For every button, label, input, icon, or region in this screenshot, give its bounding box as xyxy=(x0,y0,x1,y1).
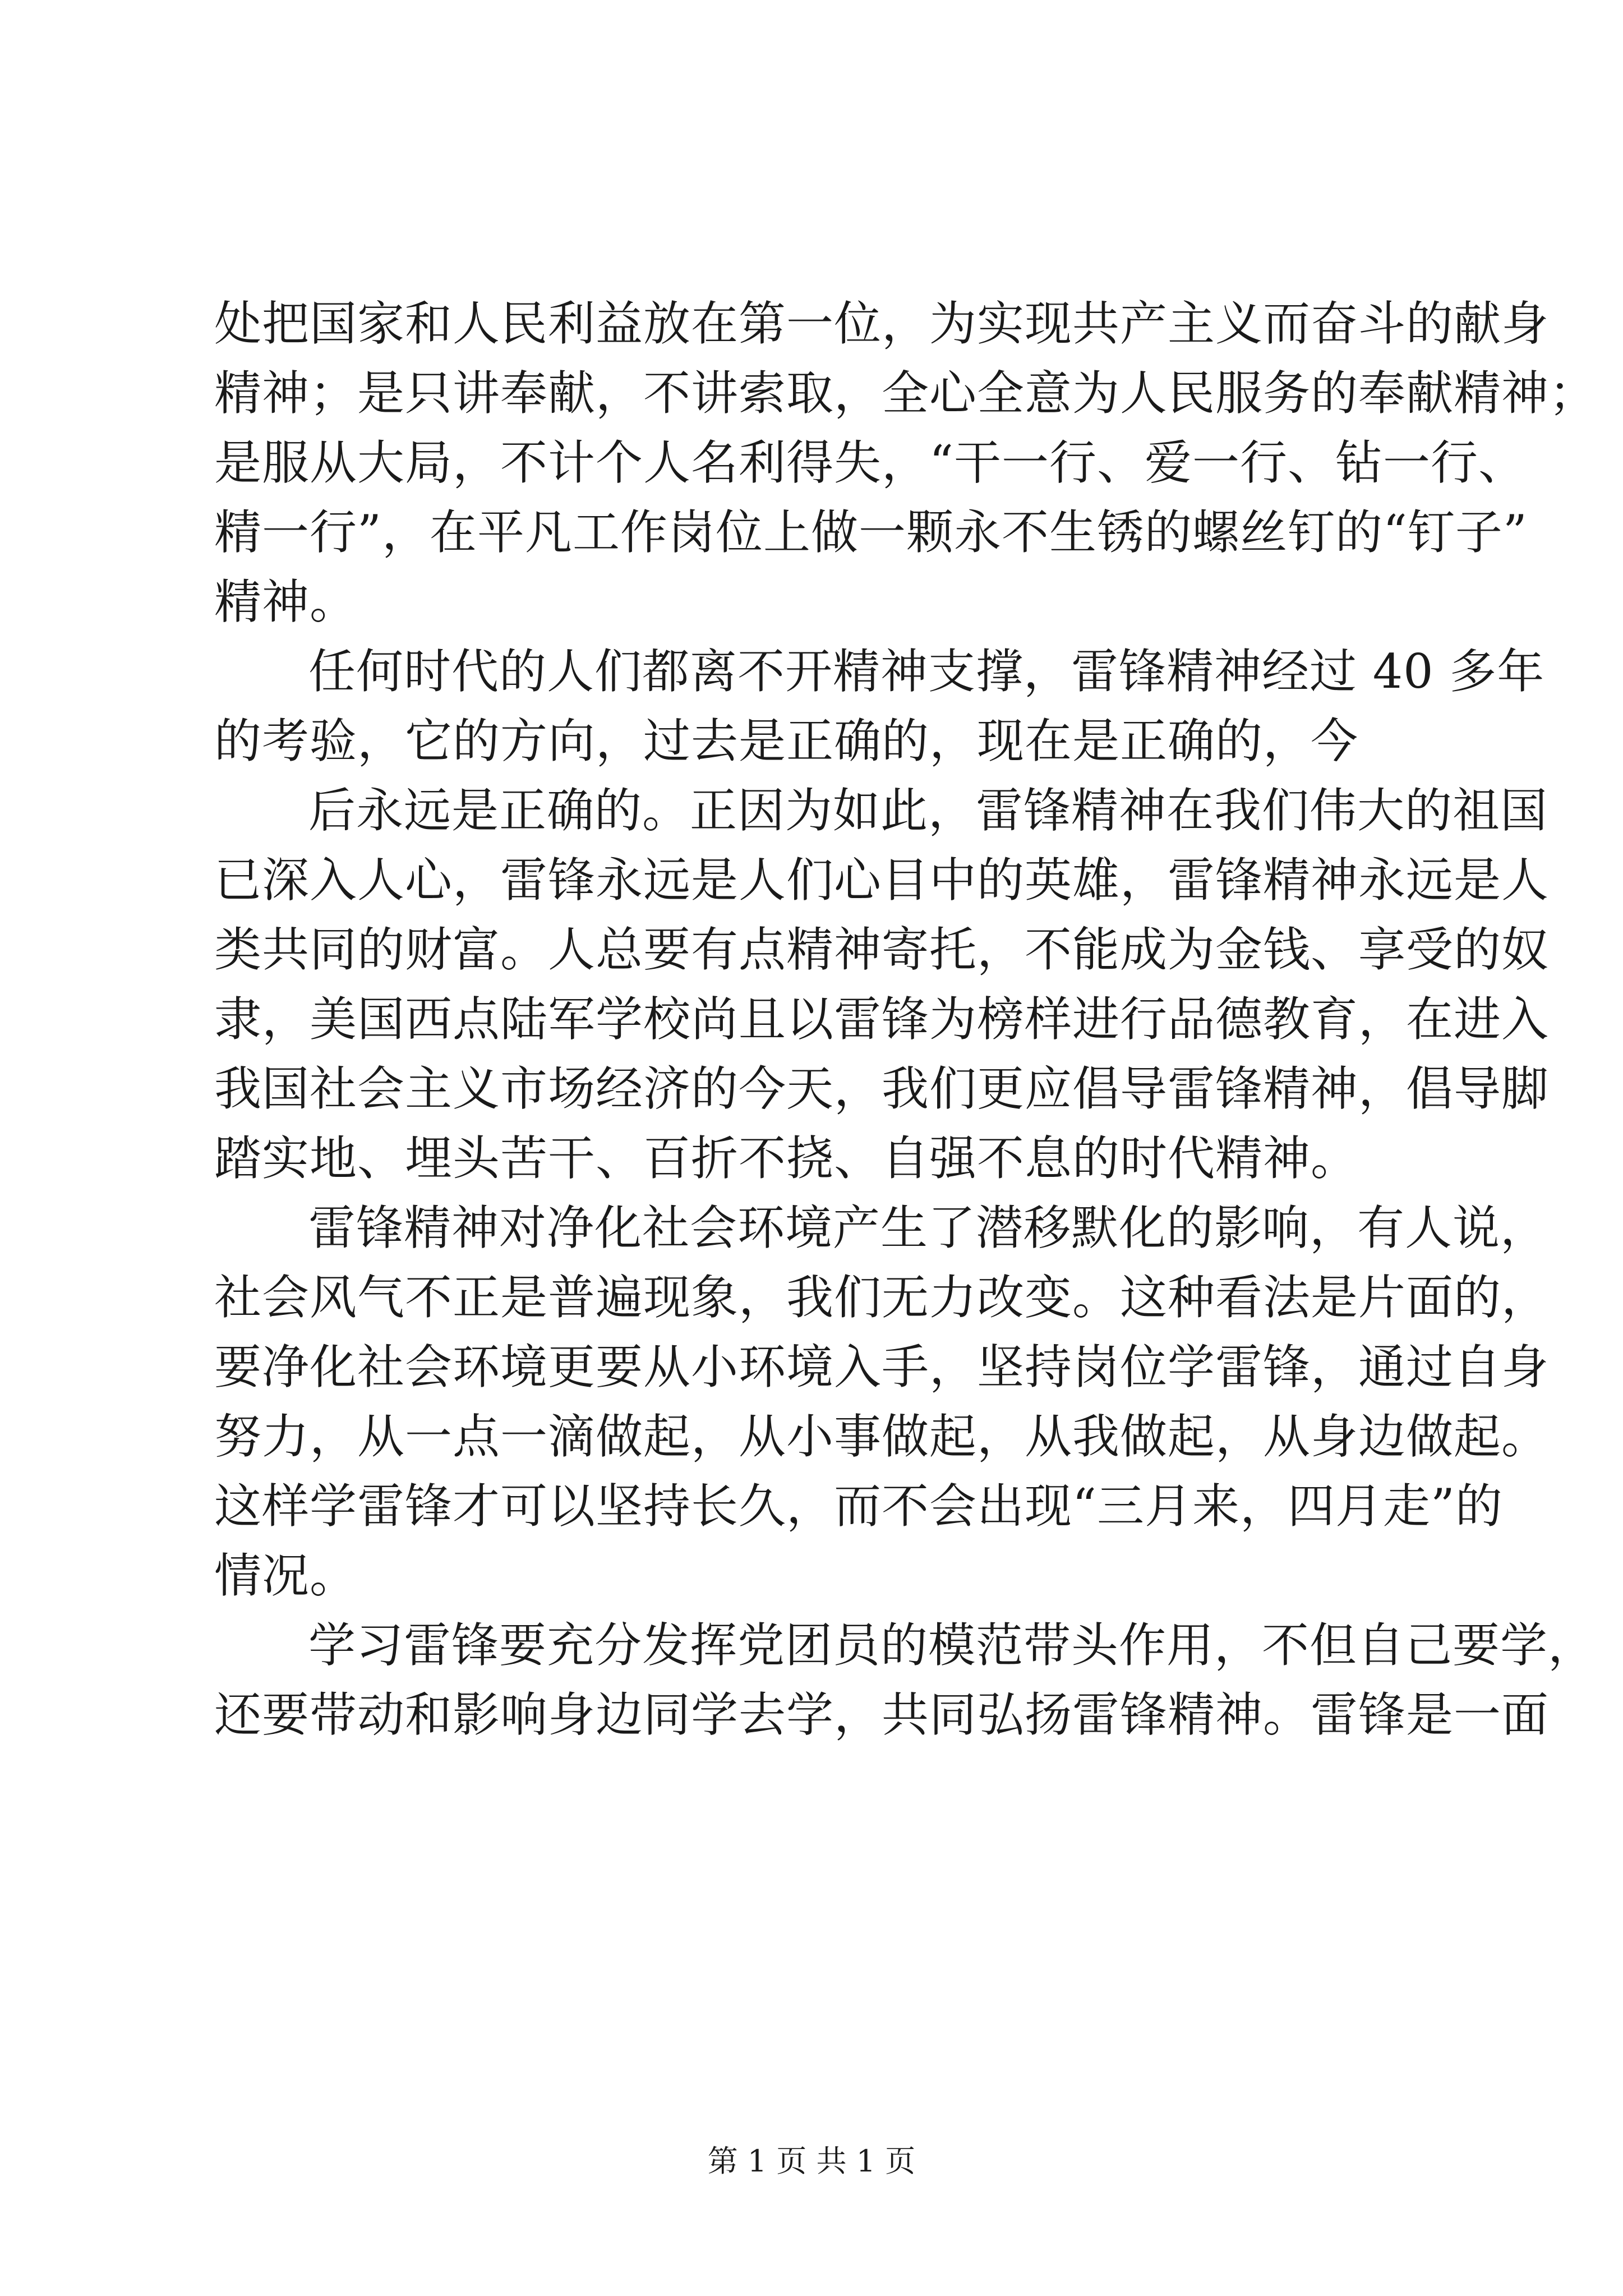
text-line: 努力，从一点一滴做起，从小事做起，从我做起，从身边做起。 xyxy=(214,1409,1550,1464)
text-line: 的考验，它的方向，过去是正确的，现在是正确的，今 xyxy=(214,714,1359,769)
text-line: 精神；是只讲奉献，不讲索取，全心全意为人民服务的奉献精神； xyxy=(214,366,1597,421)
text-line: 类共同的财富。人总要有点精神寄托，不能成为金钱、享受的奴 xyxy=(214,922,1550,977)
text-line: 这样学雷锋才可以坚持长久，而不会出现“三月来，四月走”的 xyxy=(214,1479,1503,1534)
paragraph-start-line: 任何时代的人们都离不开精神支撑，雷锋精神经过 40 多年 xyxy=(308,644,1545,699)
text-line: 精神。 xyxy=(214,574,358,629)
page-number-footer: 第 1 页 共 1 页 xyxy=(707,2143,916,2179)
text-line: 要净化社会环境更要从小环境入手，坚持岗位学雷锋，通过自身 xyxy=(214,1340,1550,1395)
document-body xyxy=(214,289,1597,1750)
paragraph-start-line: 后永远是正确的。正因为如此，雷锋精神在我们伟大的祖国 xyxy=(308,783,1548,838)
text-line: 处把国家和人民利益放在第一位，为实现共产主义而奋斗的献身 xyxy=(214,296,1550,351)
text-line: 精一行”，在平凡工作岗位上做一颗永不生锈的螺丝钉的“钉子” xyxy=(214,505,1528,560)
paragraph-start-line: 雷锋精神对净化社会环境产生了潜移默化的影响，有人说， xyxy=(308,1200,1548,1255)
text-line: 还要带动和影响身边同学去学，共同弘扬雷锋精神。雷锋是一面 xyxy=(214,1687,1550,1742)
text-line: 隶，美国西点陆军学校尚且以雷锋为榜样进行品德教育，在进入 xyxy=(214,992,1550,1047)
text-line: 社会风气不正是普遍现象，我们无力改变。这种看法是片面的， xyxy=(214,1270,1550,1325)
text-line: 踏实地、埋头苦干、百折不挠、自强不息的时代精神。 xyxy=(214,1131,1359,1186)
text-line: 是服从大局，不计个人名利得失，“干一行、爱一行、钻一行、 xyxy=(214,435,1526,490)
text-line: 已深入人心，雷锋永远是人们心目中的英雄，雷锋精神永远是人 xyxy=(214,853,1550,908)
text-line: 我国社会主义市场经济的今天，我们更应倡导雷锋精神，倡导脚 xyxy=(214,1061,1550,1116)
text-line: 情况。 xyxy=(214,1548,358,1603)
paragraph-start-line: 学习雷锋要充分发挥党团员的模范带头作用，不但自己要学， xyxy=(308,1618,1596,1673)
